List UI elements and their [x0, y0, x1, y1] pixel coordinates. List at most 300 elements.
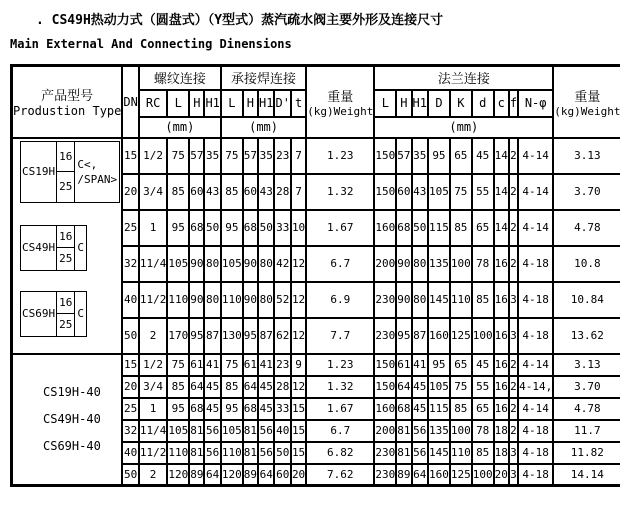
data-cell: 60	[189, 174, 204, 210]
data-cell: 95	[189, 318, 204, 354]
data-cell: 6.7	[306, 246, 374, 282]
data-cell: 15	[291, 398, 306, 420]
data-cell: 2	[509, 420, 518, 442]
data-cell: 87	[204, 318, 220, 354]
data-cell: 15	[122, 354, 138, 376]
data-cell: 1/2	[139, 354, 168, 376]
pressure-ratings: 16 25	[56, 142, 75, 202]
data-cell: 60	[243, 174, 258, 210]
data-cell: 100	[450, 420, 472, 442]
product-box-cs19h	[20, 141, 120, 203]
data-cell: 110	[167, 282, 189, 318]
data-cell: 1/2	[139, 138, 168, 174]
data-cell: 90	[189, 246, 204, 282]
dimensions-table	[10, 64, 620, 487]
data-cell: 95	[221, 398, 243, 420]
data-cell: 45	[472, 138, 494, 174]
data-cell: 95	[167, 210, 189, 246]
product-model-name: CS19H-40	[43, 379, 121, 406]
data-cell: 45	[258, 398, 274, 420]
data-cell: 125	[450, 464, 472, 486]
data-cell: 35	[258, 138, 274, 174]
data-cell: 3	[509, 464, 518, 486]
data-cell: 3	[509, 318, 518, 354]
data-cell: 85	[472, 442, 494, 464]
data-cell: 6.82	[306, 442, 374, 464]
data-cell: 90	[243, 282, 258, 318]
data-cell: 11.7	[553, 420, 620, 442]
data-cell: 3.13	[553, 138, 620, 174]
data-cell: 14	[494, 138, 509, 174]
data-cell: 81	[189, 442, 204, 464]
weight-label-kg-2: (kg)Weight	[554, 105, 620, 118]
data-cell: 6.9	[306, 282, 374, 318]
data-cell: 64	[243, 376, 258, 398]
data-cell: 100	[472, 318, 494, 354]
data-cell: 61	[396, 354, 411, 376]
data-cell: 105	[167, 246, 189, 282]
data-cell: 41	[204, 354, 220, 376]
data-cell: 200	[374, 246, 396, 282]
data-cell: 65	[472, 398, 494, 420]
data-cell: 33	[274, 210, 290, 246]
data-cell: 11/4	[139, 420, 168, 442]
data-cell: 64	[189, 376, 204, 398]
data-cell: 20	[494, 464, 509, 486]
socket-mm-unit: (mm)	[221, 117, 306, 138]
col-header-threaded-h1: H1	[204, 90, 220, 117]
data-cell: 85	[472, 282, 494, 318]
data-cell: 41	[412, 354, 428, 376]
flange-connection-header: 法兰连接	[374, 66, 553, 90]
weight-header-2	[553, 66, 620, 138]
data-cell: 11/4	[139, 246, 168, 282]
data-cell: 80	[412, 246, 428, 282]
data-cell: 95	[396, 318, 411, 354]
pressure-ratings: 16 25	[56, 226, 75, 270]
data-cell: 135	[428, 246, 450, 282]
data-cell: 57	[189, 138, 204, 174]
data-cell: 105	[221, 420, 243, 442]
data-cell: 145	[428, 282, 450, 318]
data-cell: 65	[450, 354, 472, 376]
data-cell: 81	[243, 420, 258, 442]
product-model-name: CS69H-40	[43, 433, 121, 460]
data-cell: 62	[274, 318, 290, 354]
data-cell: 45	[412, 398, 428, 420]
dn-header: DN	[122, 66, 138, 138]
data-cell: 57	[243, 138, 258, 174]
data-cell: 3/4	[139, 174, 168, 210]
data-cell: 4-14	[518, 174, 553, 210]
data-cell: 56	[204, 442, 220, 464]
col-header-flange-nphi: N-φ	[518, 90, 553, 117]
data-cell: 16	[494, 398, 509, 420]
data-cell: 81	[189, 420, 204, 442]
data-cell: 100	[472, 464, 494, 486]
data-cell: 65	[450, 138, 472, 174]
product-models-cell	[12, 138, 123, 354]
data-cell: 56	[258, 420, 274, 442]
col-header-flange-d: D	[428, 90, 450, 117]
data-cell: 4-18	[518, 464, 553, 486]
data-cell: 14	[494, 174, 509, 210]
data-cell: 4-14	[518, 354, 553, 376]
data-cell: 75	[450, 376, 472, 398]
col-header-flange-h: H	[396, 90, 411, 117]
data-cell: 15	[291, 420, 306, 442]
data-cell: 32	[122, 246, 138, 282]
data-cell: 110	[221, 442, 243, 464]
data-cell: 18	[494, 420, 509, 442]
data-cell: 43	[258, 174, 274, 210]
data-cell: 50	[122, 464, 138, 486]
document-title: . CS49H热动力式（圆盘式）（Y型式）蒸汽疏水阀主要外形及连接尺寸	[36, 9, 620, 28]
pressure-ratings: 16 25	[56, 292, 75, 336]
data-cell: 1	[139, 398, 168, 420]
data-cell: 9	[291, 354, 306, 376]
data-cell: 90	[396, 246, 411, 282]
data-cell: 1.67	[306, 398, 374, 420]
data-cell: 68	[243, 398, 258, 420]
data-cell: 68	[189, 398, 204, 420]
data-cell: 11/2	[139, 442, 168, 464]
data-cell: 10.8	[553, 246, 620, 282]
data-cell: 42	[274, 246, 290, 282]
data-cell: 1.67	[306, 210, 374, 246]
data-cell: 110	[221, 282, 243, 318]
data-cell: 105	[428, 376, 450, 398]
data-cell: 11/2	[139, 282, 168, 318]
data-cell: 56	[258, 442, 274, 464]
data-cell: 61	[189, 354, 204, 376]
data-cell: 78	[472, 420, 494, 442]
flange-mm-unit: (mm)	[374, 117, 553, 138]
threaded-mm-unit: (mm)	[139, 117, 221, 138]
data-cell: 4-18	[518, 246, 553, 282]
data-cell: 90	[189, 282, 204, 318]
data-cell: 64	[258, 464, 274, 486]
data-cell: 45	[258, 376, 274, 398]
data-cell: 64	[412, 464, 428, 486]
data-cell: 23	[274, 354, 290, 376]
data-cell: 16	[494, 318, 509, 354]
data-cell: 32	[122, 420, 138, 442]
data-cell: 10.84	[553, 282, 620, 318]
data-cell: 28	[274, 376, 290, 398]
data-cell: 1.23	[306, 354, 374, 376]
data-cell: 115	[428, 398, 450, 420]
model-suffix: C<, /SPAN>	[75, 142, 119, 202]
data-cell: 4.78	[553, 210, 620, 246]
table-row	[12, 138, 620, 174]
col-header-flange-k: K	[450, 90, 472, 117]
socket-weld-connection-header: 承接焊连接	[221, 66, 306, 90]
data-cell: 90	[243, 246, 258, 282]
data-cell: 68	[189, 210, 204, 246]
data-cell: 6.7	[306, 420, 374, 442]
data-cell: 230	[374, 318, 396, 354]
data-cell: 68	[396, 210, 411, 246]
data-cell: 50	[412, 210, 428, 246]
data-cell: 75	[167, 354, 189, 376]
data-cell: 95	[428, 138, 450, 174]
data-cell: 105	[428, 174, 450, 210]
data-cell: 4-18	[518, 282, 553, 318]
data-cell: 57	[396, 138, 411, 174]
data-cell: 3	[509, 282, 518, 318]
data-cell: 100	[450, 246, 472, 282]
col-header-flange-c: c	[494, 90, 509, 117]
data-cell: 16	[494, 282, 509, 318]
data-cell: 81	[396, 442, 411, 464]
data-cell: 16	[494, 376, 509, 398]
data-cell: 15	[291, 442, 306, 464]
data-cell: 160	[428, 464, 450, 486]
data-cell: 85	[221, 376, 243, 398]
data-cell: 89	[243, 464, 258, 486]
col-header-threaded-l: L	[167, 90, 189, 117]
data-cell: 23	[274, 138, 290, 174]
data-cell: 75	[221, 354, 243, 376]
data-cell: 3.13	[553, 354, 620, 376]
data-cell: 68	[243, 210, 258, 246]
product-type-label-en: Produstion Type	[13, 104, 121, 118]
data-cell: 89	[189, 464, 204, 486]
data-cell: 1	[139, 210, 168, 246]
data-cell: 80	[258, 282, 274, 318]
product-model-name: CS49H-40	[43, 406, 121, 433]
data-cell: 43	[204, 174, 220, 210]
data-cell: 135	[428, 420, 450, 442]
product-model-name: CS69H	[21, 292, 56, 336]
data-cell: 85	[167, 376, 189, 398]
data-cell: 65	[472, 210, 494, 246]
data-cell: 4-18	[518, 318, 553, 354]
data-cell: 4-14	[518, 138, 553, 174]
data-cell: 13.62	[553, 318, 620, 354]
data-cell: 120	[167, 464, 189, 486]
data-cell: 12	[291, 282, 306, 318]
data-cell: 35	[412, 138, 428, 174]
col-header-socket-t: t	[291, 90, 306, 117]
col-header-socket-d: D'	[274, 90, 290, 117]
weight-label-zh-2: 重量	[554, 86, 620, 105]
data-cell: 40	[274, 420, 290, 442]
data-cell: 45	[472, 354, 494, 376]
data-cell: 56	[204, 420, 220, 442]
data-cell: 1.23	[306, 138, 374, 174]
data-cell: 64	[204, 464, 220, 486]
data-cell: 25	[122, 398, 138, 420]
data-cell: 160	[428, 318, 450, 354]
data-cell: 3	[509, 442, 518, 464]
data-cell: 87	[412, 318, 428, 354]
data-cell: 89	[396, 464, 411, 486]
data-cell: 81	[243, 442, 258, 464]
data-cell: 95	[243, 318, 258, 354]
data-cell: 41	[258, 354, 274, 376]
data-cell: 115	[428, 210, 450, 246]
col-header-flange-h1: H1	[412, 90, 428, 117]
data-cell: 40	[122, 282, 138, 318]
data-cell: 230	[374, 282, 396, 318]
data-cell: 2	[509, 376, 518, 398]
data-cell: 33	[274, 398, 290, 420]
data-cell: 2	[509, 174, 518, 210]
data-cell: 125	[450, 318, 472, 354]
data-cell: 11.82	[553, 442, 620, 464]
data-cell: 68	[396, 398, 411, 420]
data-cell: 7.7	[306, 318, 374, 354]
data-cell: 87	[258, 318, 274, 354]
data-cell: 200	[374, 420, 396, 442]
model-suffix: C	[75, 226, 86, 270]
data-cell: 80	[258, 246, 274, 282]
data-cell: 75	[450, 174, 472, 210]
document-subtitle: Main External And Connecting Dinensions	[10, 37, 620, 51]
data-cell: 35	[204, 138, 220, 174]
data-cell: 2	[509, 210, 518, 246]
data-cell: 64	[396, 376, 411, 398]
data-cell: 1.32	[306, 174, 374, 210]
col-header-flange-l: L	[374, 90, 396, 117]
data-cell: 4-14,	[518, 376, 553, 398]
data-cell: 3/4	[139, 376, 168, 398]
weight-header-1	[306, 66, 374, 138]
data-cell: 20	[122, 376, 138, 398]
data-cell: 61	[243, 354, 258, 376]
data-cell: 4.78	[553, 398, 620, 420]
data-cell: 15	[122, 138, 138, 174]
product-model-name: CS49H	[21, 226, 56, 270]
data-cell: 50	[258, 210, 274, 246]
table-row	[12, 354, 620, 376]
data-cell: 10	[291, 210, 306, 246]
data-cell: 2	[139, 318, 168, 354]
threaded-connection-header: 螺纹连接	[139, 66, 221, 90]
data-cell: 170	[167, 318, 189, 354]
data-cell: 105	[167, 420, 189, 442]
data-cell: 85	[167, 174, 189, 210]
data-cell: 7.62	[306, 464, 374, 486]
product-models-40-cell	[12, 354, 123, 486]
data-cell: 50	[122, 318, 138, 354]
data-cell: 45	[204, 398, 220, 420]
data-cell: 2	[509, 246, 518, 282]
data-cell: 14	[494, 210, 509, 246]
data-cell: 90	[396, 282, 411, 318]
data-cell: 150	[374, 138, 396, 174]
data-cell: 160	[374, 210, 396, 246]
data-cell: 120	[221, 464, 243, 486]
data-cell: 1.32	[306, 376, 374, 398]
data-cell: 45	[204, 376, 220, 398]
data-cell: 2	[139, 464, 168, 486]
data-cell: 80	[412, 282, 428, 318]
data-cell: 4-18	[518, 442, 553, 464]
data-cell: 60	[274, 464, 290, 486]
data-cell: 2	[509, 398, 518, 420]
data-cell: 60	[396, 174, 411, 210]
data-cell: 130	[221, 318, 243, 354]
col-header-socket-l: L	[221, 90, 243, 117]
data-cell: 4-14	[518, 398, 553, 420]
data-cell: 80	[204, 246, 220, 282]
data-cell: 56	[412, 442, 428, 464]
data-cell: 2	[509, 354, 518, 376]
data-cell: 160	[374, 398, 396, 420]
data-cell: 40	[122, 442, 138, 464]
model-suffix: C	[75, 292, 86, 336]
data-cell: 16	[494, 354, 509, 376]
data-cell: 55	[472, 376, 494, 398]
data-cell: 110	[450, 282, 472, 318]
data-cell: 43	[412, 174, 428, 210]
data-cell: 78	[472, 246, 494, 282]
data-cell: 28	[274, 174, 290, 210]
data-cell: 12	[291, 246, 306, 282]
col-header-socket-h1: H1	[258, 90, 274, 117]
data-cell: 105	[221, 246, 243, 282]
data-cell: 12	[291, 318, 306, 354]
data-cell: 95	[167, 398, 189, 420]
data-cell: 18	[494, 442, 509, 464]
data-cell: 230	[374, 464, 396, 486]
col-header-threaded-h: H	[189, 90, 204, 117]
product-box-cs69h	[20, 291, 87, 337]
data-cell: 95	[428, 354, 450, 376]
product-type-header	[12, 66, 123, 138]
table-body	[12, 138, 620, 486]
data-cell: 150	[374, 354, 396, 376]
data-cell: 150	[374, 174, 396, 210]
data-cell: 56	[412, 420, 428, 442]
data-cell: 75	[221, 138, 243, 174]
data-cell: 85	[450, 210, 472, 246]
data-cell: 85	[221, 174, 243, 210]
col-header-socket-h: H	[243, 90, 258, 117]
data-cell: 145	[428, 442, 450, 464]
data-cell: 20	[291, 464, 306, 486]
data-cell: 4-14	[518, 210, 553, 246]
data-cell: 110	[450, 442, 472, 464]
data-cell: 45	[412, 376, 428, 398]
data-cell: 55	[472, 174, 494, 210]
product-model-name: CS19H	[21, 142, 56, 202]
product-box-cs49h	[20, 225, 87, 271]
data-cell: 85	[450, 398, 472, 420]
data-cell: 52	[274, 282, 290, 318]
col-header-rc: RC	[139, 90, 168, 117]
data-cell: 110	[167, 442, 189, 464]
data-cell: 3.70	[553, 174, 620, 210]
weight-label-zh-1: 重量	[307, 86, 373, 105]
data-cell: 16	[494, 246, 509, 282]
data-cell: 150	[374, 376, 396, 398]
data-cell: 2	[509, 138, 518, 174]
data-cell: 3.70	[553, 376, 620, 398]
data-cell: 25	[122, 210, 138, 246]
col-header-flange-f: f	[509, 90, 518, 117]
data-cell: 20	[122, 174, 138, 210]
data-cell: 7	[291, 138, 306, 174]
data-cell: 14.14	[553, 464, 620, 486]
data-cell: 12	[291, 376, 306, 398]
weight-label-kg-1: (kg)Weight	[307, 105, 373, 118]
data-cell: 81	[396, 420, 411, 442]
data-cell: 75	[167, 138, 189, 174]
